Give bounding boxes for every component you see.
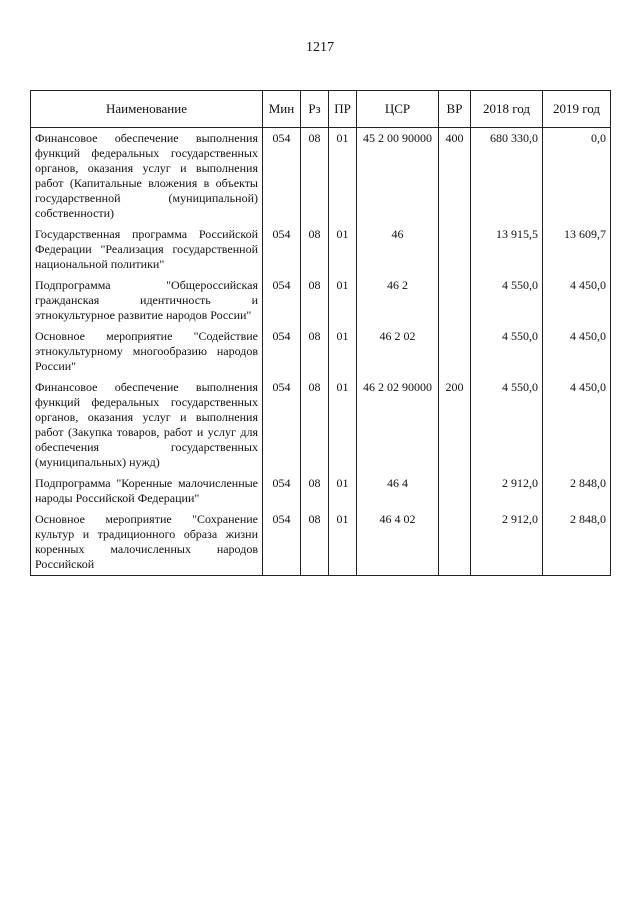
row-rz: 08 [301,473,329,509]
table-row [31,224,611,275]
row-vr [439,326,471,377]
row-min: 054 [263,473,301,509]
header-pr: ПР [329,91,357,128]
row-2018: 2 912,0 [471,473,543,509]
row-name: Государственная программа Российской Федерации "Реализация государственной национальной политики" [31,224,263,275]
row-name: Подпрограмма "Общероссийская гражданская идентичность и этнокультурное развитие народов России" [31,275,263,326]
row-name: Основное мероприятие "Сохранение культур и традиционного образа жизни коренных малочисленных народов Российской [31,509,263,576]
row-vr [439,224,471,275]
header-csr: ЦСР [357,91,439,128]
table-header-row [31,91,611,128]
row-csr: 46 4 02 [357,509,439,576]
row-vr: 200 [439,377,471,473]
row-2019: 2 848,0 [543,509,611,576]
row-pr: 01 [329,275,357,326]
row-min: 054 [263,275,301,326]
row-rz: 08 [301,326,329,377]
row-vr: 400 [439,128,471,225]
row-min: 054 [263,128,301,225]
row-2018: 4 550,0 [471,377,543,473]
row-min: 054 [263,326,301,377]
header-min: Мин [263,91,301,128]
row-rz: 08 [301,275,329,326]
row-2018: 4 550,0 [471,326,543,377]
row-csr: 46 2 02 90000 [357,377,439,473]
row-csr: 46 [357,224,439,275]
header-2018: 2018 год [471,91,543,128]
row-csr: 45 2 00 90000 [357,128,439,225]
row-rz: 08 [301,128,329,225]
row-2019: 4 450,0 [543,275,611,326]
row-min: 054 [263,224,301,275]
row-csr: 46 2 02 [357,326,439,377]
row-name: Финансовое обеспечение выполнения функций федеральных государственных органов, оказания услуг и выполнения работ (Капитальные вложения в объекты государственной (муниципальной) собственности) [31,128,263,225]
row-pr: 01 [329,377,357,473]
row-2019: 0,0 [543,128,611,225]
row-pr: 01 [329,128,357,225]
row-vr [439,509,471,576]
table-row [31,473,611,509]
row-vr [439,473,471,509]
row-2018: 680 330,0 [471,128,543,225]
row-pr: 01 [329,509,357,576]
row-min: 054 [263,509,301,576]
row-name: Финансовое обеспечение выполнения функций федеральных государственных органов, оказания услуг и выполнения работ (Закупка товаров, работ и услуг для обеспечения государственных (муниципальных) нужд) [31,377,263,473]
row-2019: 4 450,0 [543,326,611,377]
row-vr [439,275,471,326]
row-pr: 01 [329,326,357,377]
row-pr: 01 [329,473,357,509]
table-row [31,326,611,377]
budget-table [30,90,611,576]
row-2019: 13 609,7 [543,224,611,275]
row-name: Подпрограмма "Коренные малочисленные народы Российской Федерации" [31,473,263,509]
row-name: Основное мероприятие "Содействие этнокультурному многообразию народов России" [31,326,263,377]
row-2018: 2 912,0 [471,509,543,576]
row-rz: 08 [301,377,329,473]
row-pr: 01 [329,224,357,275]
row-2019: 2 848,0 [543,473,611,509]
row-min: 054 [263,377,301,473]
header-2019: 2019 год [543,91,611,128]
row-2019: 4 450,0 [543,377,611,473]
table-row [31,275,611,326]
row-2018: 13 915,5 [471,224,543,275]
row-2018: 4 550,0 [471,275,543,326]
header-vr: ВР [439,91,471,128]
table-row [31,377,611,473]
table-row [31,128,611,225]
table-row [31,509,611,576]
row-rz: 08 [301,509,329,576]
header-name: Наименование [31,91,263,128]
row-rz: 08 [301,224,329,275]
header-rz: Рз [301,91,329,128]
page-number: 1217 [306,40,334,55]
row-csr: 46 2 [357,275,439,326]
row-csr: 46 4 [357,473,439,509]
